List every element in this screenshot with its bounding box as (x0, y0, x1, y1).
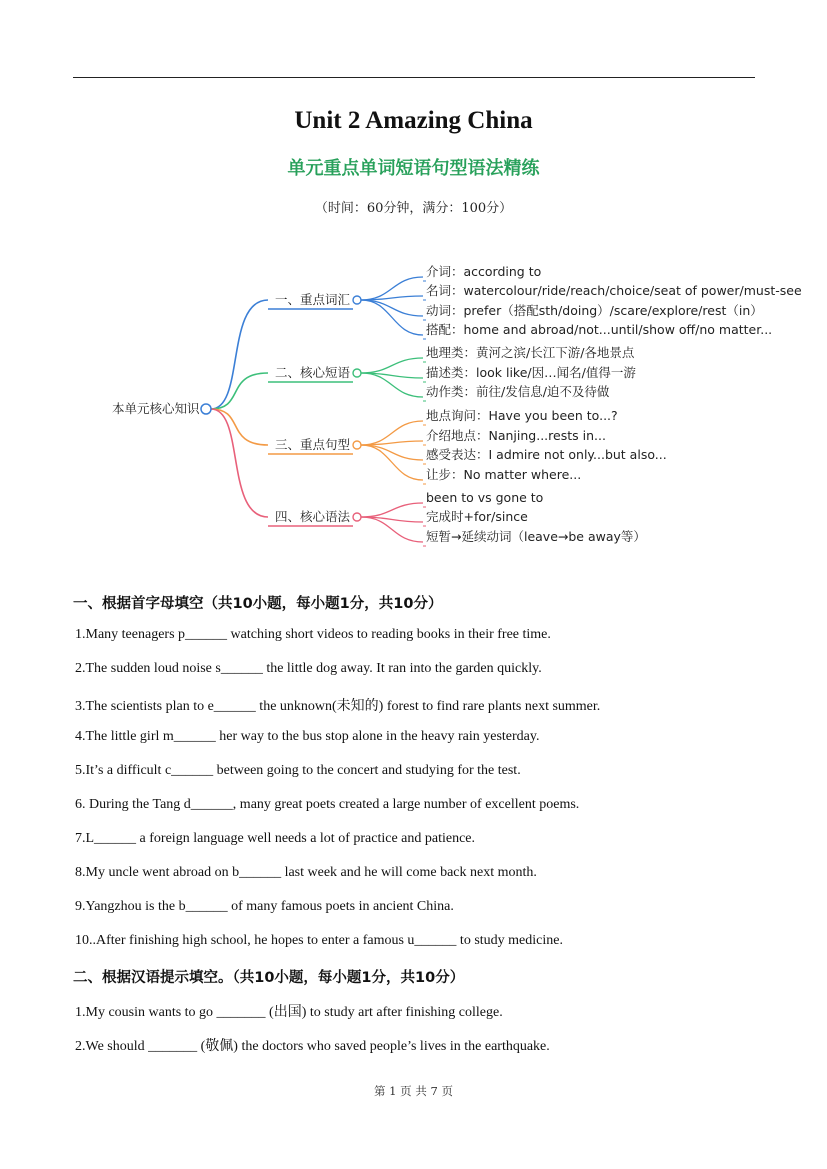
mindmap-item-label: 让步：No matter where... (426, 467, 582, 482)
mindmap-branch-node (353, 296, 361, 304)
mindmap-item-connector (361, 300, 423, 335)
mindmap-item-label: 描述类：look like/因…闻名/值得一游 (426, 365, 636, 380)
mindmap-item-label: 短暂→延续动词（leave→be away等） (426, 529, 646, 544)
header-rule (73, 77, 755, 78)
mindmap-item-label: 地点询问：Have you been to...? (426, 408, 618, 423)
mindmap-item-connector (361, 441, 423, 445)
mindmap-branch-node (353, 513, 361, 521)
mindmap-item-connector (361, 445, 423, 480)
mindmap-item-label: 名词：watercolour/ride/reach/choice/seat of power/must-see (426, 283, 802, 298)
mindmap-branch-connector (211, 409, 268, 445)
question-item: 10..After finishing high school, he hopes to enter a famous u______ to study medicine. (75, 933, 563, 948)
mindmap-item-label: 地理类：黄河之滨/长江下游/各地景点 (426, 345, 635, 360)
mindmap-branch-node (353, 369, 361, 377)
mindmap-item-label: 感受表达：I admire not only...but also... (426, 447, 667, 462)
mindmap-branch-connector (211, 409, 268, 517)
mindmap-item-label: 完成时+for/since (426, 509, 528, 524)
question-item: 7.L______ a foreign language well needs a lot of practice and patience. (75, 831, 476, 846)
question-item: 5.It’s a difficult c______ between going to the concert and studying for the test. (75, 763, 521, 778)
mindmap-item-label: 搭配：home and abroad/not...until/show off/no matter... (426, 322, 773, 337)
mindmap-branch-connector (211, 373, 268, 409)
mindmap-item-connector (361, 517, 423, 542)
mindmap-item-connector (361, 445, 423, 460)
question-item: 6. During the Tang d______, many great poets created a large number of excellent poems. (75, 797, 580, 812)
question-item: 2.We should _______ (敬佩) the doctors who saved people’s lives in the earthquake. (75, 1039, 550, 1054)
mindmap-branch-label: 二、核心短语 (275, 365, 351, 380)
question-item: 1.My cousin wants to go _______ (出国) to study art after finishing college. (75, 1005, 503, 1020)
mindmap-item-connector (361, 296, 423, 300)
time-score-info: （时间：60分钟，满分：100分） (314, 201, 513, 216)
mindmap-item-connector (361, 300, 423, 316)
mindmap-branch-label: 三、重点句型 (275, 437, 351, 452)
question-item: 3.The scientists plan to e______ the unknown(未知的) forest to find rare plants next summer. (75, 699, 601, 714)
mindmap-item-label: 介词：according to (426, 264, 542, 279)
question-item: 8.My uncle went abroad on b______ last week and he will come back next month. (75, 865, 537, 880)
mindmap-item-label: 动词：prefer（搭配sth/doing）/scare/explore/rest（in） (426, 303, 763, 318)
mindmap-item-connector (361, 373, 423, 397)
page-subtitle: 单元重点单词短语句型语法精练 (287, 158, 540, 179)
mindmap-root-node (201, 404, 211, 414)
mindmap-root-label: 本单元核心知识 (112, 401, 200, 416)
mindmap-item-label: been to vs gone to (426, 490, 544, 505)
mindmap-branch-connector (211, 300, 268, 409)
question-item: 2.The sudden loud noise s______ the little dog away. It ran into the garden quickly. (75, 661, 542, 676)
mindmap-branch-label: 四、核心语法 (275, 509, 351, 524)
mindmap-item-label: 介绍地点：Nanjing...rests in... (426, 428, 606, 443)
section1-heading: 一、根据首字母填空（共10小题，每小题1分，共10分） (73, 596, 443, 612)
mindmap-item-label: 动作类：前往/发信息/迫不及待做 (426, 384, 610, 399)
page-footer: 第 1 页 共 7 页 (374, 1084, 453, 1098)
mindmap-branch-node (353, 441, 361, 449)
section2-heading: 二、根据汉语提示填空。（共10小题，每小题1分，共10分） (73, 970, 465, 986)
mindmap-item-connector (361, 503, 423, 517)
mindmap-branch-label: 一、重点词汇 (275, 292, 351, 307)
knowledge-mindmap (0, 250, 827, 560)
question-item: 1.Many teenagers p______ watching short videos to reading books in their free time. (75, 627, 551, 642)
page-title: Unit 2 Amazing China (294, 107, 533, 134)
question-item: 4.The little girl m______ her way to the bus stop alone in the heavy rain yesterday. (75, 729, 540, 744)
mindmap-item-connector (361, 358, 423, 373)
question-item: 9.Yangzhou is the b______ of many famous poets in ancient China. (75, 899, 454, 914)
